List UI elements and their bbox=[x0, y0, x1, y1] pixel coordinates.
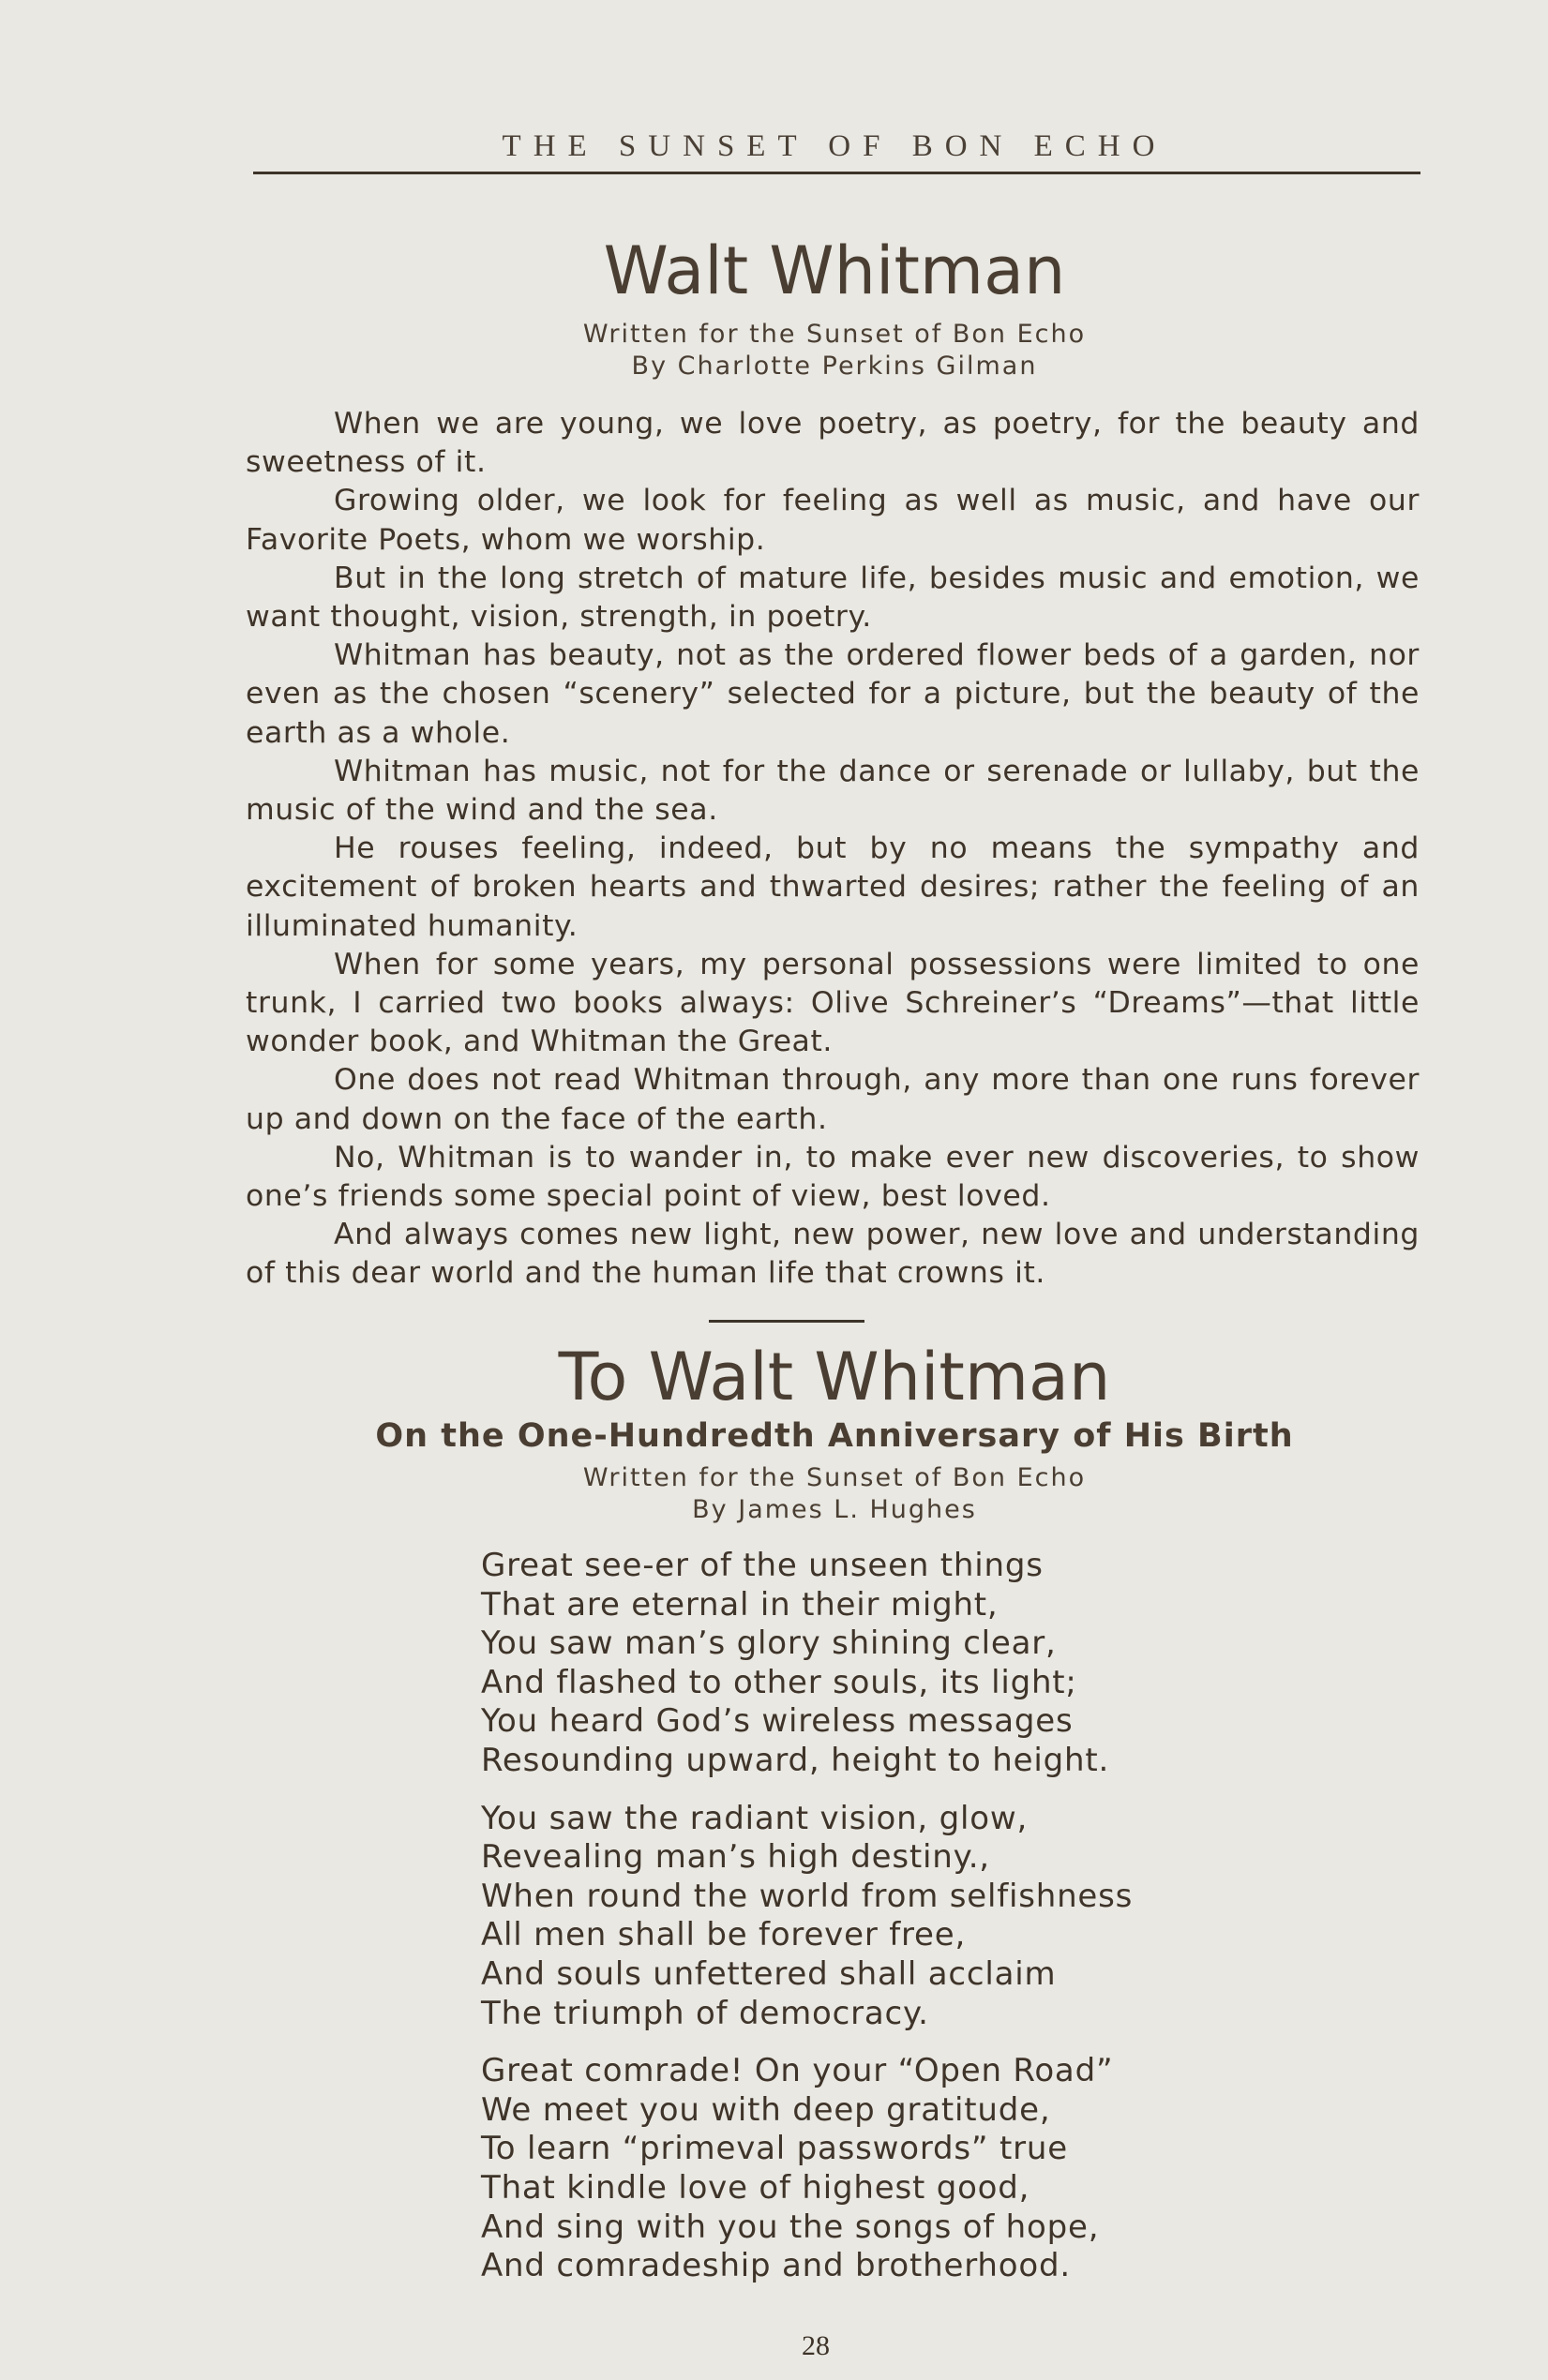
poem-line: That kindle love of highest good, bbox=[481, 2168, 1030, 2207]
essay-paragraph: But in the long stretch of mature life, besides music and emotion, we want thought, vision, strength, in poetry. bbox=[246, 561, 1420, 635]
poem-line: All men shall be forever free, bbox=[481, 1916, 967, 1954]
header-rule bbox=[253, 172, 1420, 174]
byline-line: By Charlotte Perkins Gilman bbox=[631, 352, 1038, 381]
essay-paragraph: No, Whitman is to wander in, to make ever new discoveries, to show one’s friends some special point of view, best loved. bbox=[246, 1140, 1420, 1214]
poem-line: You saw man’s glory shining clear, bbox=[481, 1624, 1057, 1663]
byline-line: Written for the Sunset of Bon Echo bbox=[582, 1463, 1087, 1492]
poem-byline bbox=[253, 1462, 1416, 1526]
byline-line: By James L. Hughes bbox=[692, 1495, 977, 1524]
poem-line: And souls unfettered shall acclaim bbox=[481, 1954, 1057, 1993]
essay-paragraph: Whitman has music, not for the dance or serenade or lullaby, but the music of the wind and the sea. bbox=[246, 754, 1420, 828]
poem-title: To Walt Whitman bbox=[558, 1339, 1111, 1415]
byline-line: Written for the Sunset of Bon Echo bbox=[582, 320, 1087, 349]
poem-body bbox=[481, 1547, 1325, 2305]
essay-paragraph: Whitman has beauty, not as the ordered flower beds of a garden, nor even as the chosen “scenery” selected for a picture, but the beauty of the earth as a whole. bbox=[246, 638, 1420, 750]
poem-line: You heard God’s wireless messages bbox=[481, 1702, 1074, 1741]
essay-paragraph: Growing older, we look for feeling as well as music, and have our Favorite Poets, whom we worship. bbox=[246, 484, 1420, 557]
poem-line: You saw the radiant vision, glow, bbox=[481, 1799, 1029, 1837]
poem-subtitle: On the One-Hundredth Anniversary of His Birth bbox=[375, 1417, 1294, 1455]
article-byline bbox=[253, 319, 1416, 382]
poem-line: When round the world from selfishness bbox=[481, 1877, 1134, 1915]
poem-line: Revealing man’s high destiny., bbox=[481, 1838, 990, 1877]
poem-line: Great comrade! On your “Open Road” bbox=[481, 2052, 1114, 2090]
essay-body bbox=[246, 405, 1420, 1294]
essay-paragraph: He rouses feeling, indeed, but by no means the sympathy and excitement of broken hearts and thwarted desires; rather the feeling of an illuminated humanity. bbox=[246, 831, 1420, 943]
poem-line: And comradeship and brotherhood. bbox=[481, 2247, 1071, 2285]
essay-paragraph: When we are young, we love poetry, as poetry, for the beauty and sweetness of it. bbox=[246, 407, 1420, 480]
poem-line: Great see-er of the unseen things bbox=[481, 1547, 1044, 1584]
running-head: THE SUNSET OF BON ECHO bbox=[502, 129, 1167, 163]
poem-line: Resounding upward, height to height. bbox=[481, 1741, 1110, 1779]
poem-stanza bbox=[481, 1547, 1325, 1781]
poem-line: We meet you with deep gratitude, bbox=[481, 2090, 1051, 2129]
poem-line: The triumph of democracy. bbox=[481, 1994, 929, 2032]
poem-stanza bbox=[481, 1800, 1325, 2034]
poem-line: And sing with you the songs of hope, bbox=[481, 2208, 1100, 2246]
page-number: 28 bbox=[802, 2330, 830, 2361]
poem-stanza bbox=[481, 2052, 1325, 2286]
essay-paragraph: One does not read Whitman through, any more than one runs forever up and down on the face of the earth. bbox=[246, 1063, 1420, 1136]
poem-line: To learn “primeval passwords” true bbox=[481, 2130, 1068, 2168]
poem-line: That are eternal in their might, bbox=[481, 1585, 999, 1624]
poem-line: And flashed to other souls, its light; bbox=[481, 1663, 1077, 1701]
essay-paragraph: And always comes new light, new power, new love and understanding of this dear world and the human life that crowns it. bbox=[246, 1218, 1420, 1291]
essay-paragraph: When for some years, my personal possessions were limited to one trunk, I carried two books always: Olive Schreiner’s “Dreams”—that little wonder book, and Whitman the Great. bbox=[246, 947, 1420, 1059]
article-title: Walt Whitman bbox=[603, 232, 1066, 309]
section-divider bbox=[709, 1320, 864, 1323]
